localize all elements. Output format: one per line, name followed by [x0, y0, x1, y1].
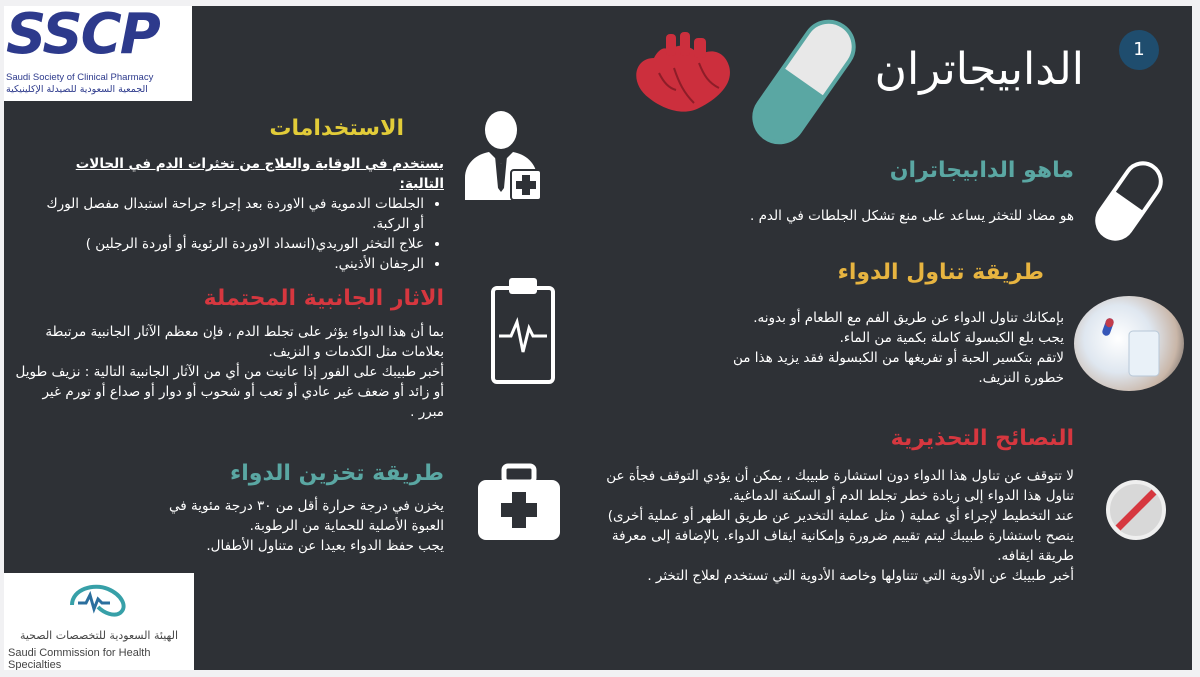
uses-intro: يستخدم في الوقاية والعلاج من تخثرات الدم في الحالات التالية:: [75, 156, 444, 192]
storage-heading: طريقة تخزين الدواء: [230, 461, 444, 486]
uses-item-3: • الرجفان الأذيني.: [44, 254, 424, 274]
warnings-line-2: عند التخطيط لإجراء أي عملية ( مثل عملية التخدير عن طريق الظهر أو عملية أخرى) ينصح باستشارة طبيبك ليتم تقييم ضرورة وإمكانية ايقاف الدواء. بالإضافة إلى معرفة طريقة ايقافه.: [607, 508, 1074, 564]
sscp-logo-ar: الجمعية السعودية للصيدلة الإكلينيكية: [6, 84, 148, 95]
storage-text: [134, 496, 444, 556]
clipboard-heartbeat-icon: [489, 274, 559, 386]
uses-heading: الاستخدامات: [269, 116, 404, 141]
slide: [4, 6, 1192, 670]
doctor-icon: [459, 108, 549, 203]
how-to-take-line-2: يجب بلع الكبسولة كاملة بكمية من الماء.: [839, 330, 1064, 346]
how-to-take-heading: طريقة تناول الدواء: [837, 260, 1044, 285]
uses-list: [44, 194, 444, 274]
warnings-line-3: أخبر طبيبك عن الأدوية التي تتناولها وخاصة الأدوية التي تستخدم لعلاج التخثر .: [647, 568, 1074, 584]
page-title: الدابيجاتران: [874, 44, 1084, 95]
how-to-take-text: [694, 308, 1064, 388]
warnings-heading: النصائح التحذيرية: [890, 426, 1074, 451]
page-number-badge: [1119, 30, 1159, 70]
scfhs-logo-ar: الهيئة السعودية للتخصصات الصحية: [19, 629, 179, 642]
storage-line-2: يجب حفظ الدواء بعيدا عن متناول الأطفال.: [206, 538, 444, 554]
scfhs-logo-en: Saudi Commission for Health Specialties: [8, 647, 151, 670]
how-to-take-line-1: بإمكانك تناول الدواء عن طريق الفم مع الطعام أو بدونه.: [753, 310, 1064, 326]
no-sign-icon: [1104, 478, 1168, 542]
uses-body: [44, 154, 444, 274]
how-to-take-line-3: لاتقم بتكسير الحبة أو تفريغها من الكبسولة فقد يزيد هذا من خطورة النزيف.: [733, 350, 1064, 386]
what-is-text: هو مضاد للتخثر يساعد على منع تشكل الجلطات في الدم .: [749, 208, 1074, 224]
pill-hand-photo-icon: [1074, 296, 1184, 391]
what-is-heading: ماهو الدابيجاتران: [889, 158, 1074, 183]
first-aid-kit-icon: [474, 462, 564, 544]
uses-item-2: • علاج التخثر الوريدي(انسداد الاوردة الرئوية أو أوردة الرجلين ): [44, 234, 424, 254]
uses-item-1: • الجلطات الدموية في الاوردة بعد إجراء جراحة استبدال مفصل الورك أو الركبة.: [44, 194, 424, 234]
side-effects-line-2: أخبر طبيبك على الفور إذا عانيت من أي من الآثار الجانبية التالية : نزيف طويل أو زائد أو ضعف غير عادي أو تعب أو شحوب أو دوار أو صداع أو تورم غير مبرر .: [15, 364, 444, 420]
page-number: 1: [1133, 39, 1145, 60]
scfhs-logo: [4, 573, 194, 670]
side-effects-text: [14, 322, 444, 422]
capsule-icon: [749, 12, 859, 152]
warnings-line-1: لا تتوقف عن تناول هذا الدواء دون استشارة طبيبك ، يمكن أن يؤدي التوقف فجأة عن تناول هذا الدواء إلى زيادة خطر تجلط الدم أو السكتة الدماغية.: [606, 468, 1074, 504]
heart-icon: [624, 28, 744, 118]
small-capsule-icon: [1089, 156, 1169, 246]
sscp-logo-en: Saudi Society of Clinical Pharmacy: [6, 72, 154, 83]
sscp-logo-mark: SSCP: [6, 6, 159, 67]
side-effects-line-1: بما أن هذا الدواء يؤثر على تجلط الدم ، فإن معظم الآثار الجانبية مرتبطة بعلامات مثل الكدمات و النزيف.: [45, 324, 444, 360]
scfhs-logo-mark: [64, 579, 134, 619]
sscp-logo: [4, 6, 192, 101]
storage-line-1: يخزن في درجة حرارة أقل من ٣٠ درجة مئوية في العبوة الأصلية للحماية من الرطوبة.: [169, 498, 444, 534]
warnings-text: [594, 466, 1074, 586]
side-effects-heading: الاثار الجانبية المحتملة: [203, 286, 444, 311]
